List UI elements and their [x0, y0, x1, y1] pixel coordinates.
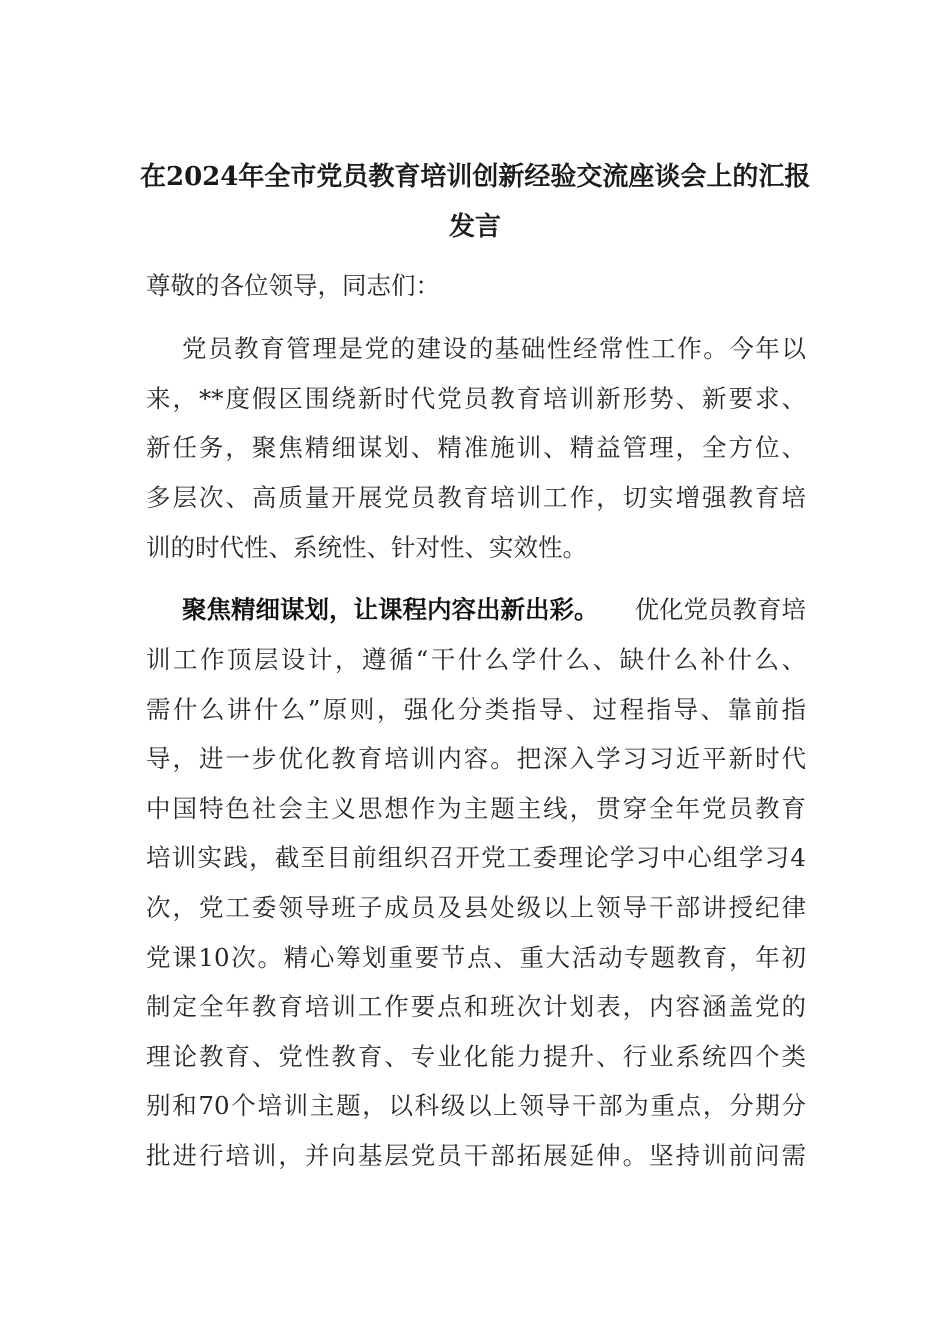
paragraph-2-line-1-text: 优化党员教育培	[634, 595, 806, 624]
salutation: 尊敬的各位领导，同志们：	[146, 271, 440, 300]
paragraph-1-line-1: 党员教育管理是党的建设的基础性经常性工作。今年以	[182, 334, 806, 363]
paragraph-2-line-10: 理论教育、党性教育、专业化能力提升、行业系统四个类	[146, 1042, 806, 1071]
paragraph-2-line-6: 培训实践，截至目前组织召开党工委理论学习中心组学习4	[146, 843, 806, 872]
paragraph-2-line-1	[182, 594, 806, 626]
paragraph-2-line-4: 导，进一步优化教育培训内容。把深入学习习近平新时代	[146, 744, 806, 773]
paragraph-2-line-11: 别和70个培训主题，以科级以上领导干部为重点，分期分	[146, 1091, 806, 1120]
paragraph-2-line-9: 制定全年教育培训工作要点和班次计划表，内容涵盖党的	[146, 992, 806, 1021]
paragraph-1-line-3: 新任务，聚焦精细谋划、精准施训、精益管理，全方位、	[146, 433, 806, 462]
paragraph-2-line-2: 训工作顶层设计，遵循“干什么学什么、缺什么补什么、	[146, 645, 806, 674]
document-title-line-1: 在2024年全市党员教育培训创新经验交流座谈会上的汇报	[140, 162, 811, 192]
paragraph-1-line-5: 训的时代性、系统性、针对性、实效性。	[146, 533, 587, 562]
paragraph-2-line-12: 批进行培训，并向基层党员干部拓展延伸。坚持训前问需	[146, 1141, 806, 1170]
paragraph-1-line-2: 来，**度假区围绕新时代党员教育培训新形势、新要求、	[146, 384, 806, 413]
paragraph-2-heading: 聚焦精细谋划，让课程内容出新出彩。	[182, 595, 599, 624]
paragraph-2-line-3: 需什么讲什么”原则，强化分类指导、过程指导、靠前指	[146, 695, 806, 724]
paragraph-1-line-4: 多层次、高质量开展党员教育培训工作，切实增强教育培	[146, 483, 806, 512]
document-title-line-2: 发言	[448, 212, 501, 242]
paragraph-2-line-7: 次，党工委领导班子成员及县处级以上领导干部讲授纪律	[146, 893, 806, 922]
paragraph-2-line-5: 中国特色社会主义思想作为主题主线，贯穿全年党员教育	[146, 794, 806, 823]
paragraph-2-line-8: 党课10次。精心筹划重要节点、重大活动专题教育，年初	[146, 943, 806, 972]
